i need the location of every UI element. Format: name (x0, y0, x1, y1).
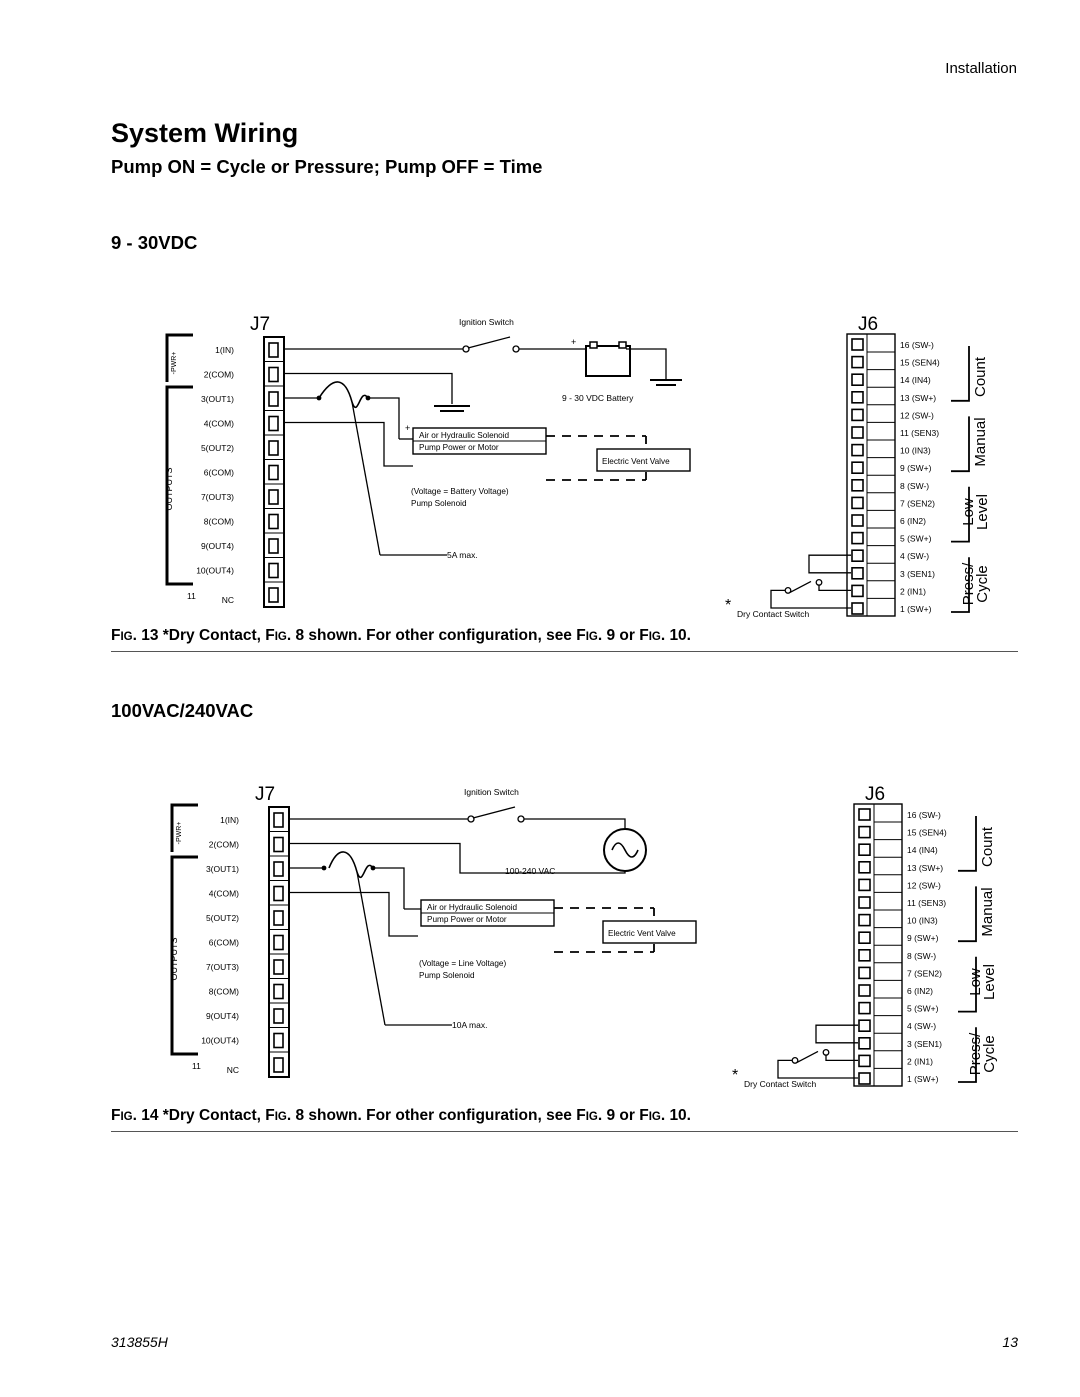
terminal-screw (269, 417, 278, 431)
vent-valve-label: Electric Vent Valve (602, 457, 670, 466)
wiring-diagram-svg (0, 770, 1080, 1095)
figure-caption-13: FIG. 13 *Dry Contact, FIG. 8 shown. For other configuration, see FIG. 9 or FIG. 10. (111, 627, 691, 644)
j6-terminal (852, 445, 863, 456)
terminal-screw (269, 515, 278, 529)
page-number: 13 (1002, 1334, 1018, 1350)
j7-pin-label: NC (226, 1065, 239, 1075)
dry-contact-wire (826, 1054, 858, 1060)
j6-terminal (859, 967, 870, 978)
terminal-screw (269, 588, 278, 602)
group-label-count: Count (979, 826, 996, 868)
j6-pin-label: 5 (SW+) (900, 533, 932, 544)
j6-pin-label: 12 (SW-) (900, 410, 934, 421)
switch-contact (463, 346, 469, 352)
j7-pin-label: 9(OUT4) (200, 541, 234, 551)
j7-pin-label: 7(OUT3) (200, 492, 234, 502)
battery-plus: + (571, 337, 577, 347)
page-title: System Wiring (111, 118, 299, 148)
voltage-note: Pump Solenoid (419, 971, 475, 980)
dry-contact-blade (790, 581, 811, 592)
wire-ac (524, 819, 625, 828)
j6-terminal (859, 827, 870, 838)
group-label-cycle: Cycle (981, 1035, 998, 1073)
dry-contact-label: Dry Contact Switch (744, 1079, 817, 1089)
j6-pin-label: 9 (SW+) (907, 933, 939, 944)
j6-terminal (859, 1020, 870, 1031)
section-label: Installation (945, 60, 1017, 77)
terminal-screw (269, 441, 278, 455)
wiring-diagram-svg (0, 300, 1080, 625)
group-bracket (958, 816, 976, 871)
dry-contact-pin (785, 588, 791, 594)
j6-terminal (859, 862, 870, 873)
j6-pin-label: 3 (SEN1) (907, 1038, 942, 1049)
group-label-manual: Manual (979, 887, 996, 937)
terminal-screw (269, 392, 278, 406)
j6-terminal (859, 879, 870, 890)
terminal-screw (269, 490, 278, 504)
j6-pin-label: 8 (SW-) (907, 950, 937, 961)
j7-pin-label: 5(OUT2) (205, 913, 239, 923)
j7-pin-label: NC (221, 595, 234, 605)
j6-pin-label: 4 (SW-) (900, 551, 930, 562)
group-bracket (951, 416, 969, 471)
wire-ac-return (289, 844, 625, 874)
terminal-screw (274, 1034, 283, 1048)
j6-pin-label: 6 (IN2) (900, 516, 926, 526)
j6-terminal (852, 480, 863, 491)
fuse-node (322, 866, 327, 871)
j6-terminal (852, 550, 863, 561)
j6-pin-label: 6 (IN2) (907, 986, 933, 996)
fuse-icon (319, 382, 368, 407)
page-subtitle: Pump ON = Cycle or Pressure; Pump OFF = Time (111, 156, 543, 177)
j6-terminal (852, 409, 863, 420)
j7-pin-label: 2(COM) (208, 839, 239, 850)
j6-pin-label: 15 (SEN4) (907, 827, 947, 838)
ignition-switch-label: Ignition Switch (464, 787, 519, 797)
group-label-level: Level (974, 494, 991, 530)
battery-terminal (619, 342, 626, 348)
j7-pin-label: 3(OUT1) (200, 394, 234, 404)
group-label-low: Low (967, 968, 984, 996)
fuse-leader (357, 872, 385, 1025)
group-bracket (958, 886, 976, 941)
j6-pin-label: 16 (SW-) (900, 340, 934, 350)
j6-pin-label: 4 (SW-) (907, 1021, 937, 1032)
j6-terminal (852, 374, 863, 385)
ignition-switch-blade (473, 807, 515, 818)
terminal-screw (274, 1058, 283, 1072)
battery (586, 346, 630, 376)
fuse-leader (352, 402, 380, 555)
j6-pin-label: 2 (IN1) (900, 586, 926, 597)
j6-pin-label: 11 (SEN3) (900, 428, 940, 438)
pwr-label: -PWR+ (171, 351, 178, 375)
vent-valve-label: Electric Vent Valve (608, 929, 676, 938)
terminal-screw (274, 813, 283, 827)
j6-terminal (859, 985, 870, 996)
ac-sine (612, 843, 638, 857)
solenoid-label: Air or Hydraulic Solenoid (419, 431, 510, 440)
switch-contact (518, 816, 524, 822)
document-number: 313855H (111, 1334, 168, 1350)
fuse-rating-label: 5A max. (447, 550, 478, 560)
j7-connector (269, 807, 289, 1077)
j6-terminal (852, 357, 863, 368)
voltage-note: Pump Solenoid (411, 499, 467, 508)
asterisk-marker: * (725, 597, 732, 614)
diagram-heading-ac: 100VAC/240VAC (111, 700, 254, 721)
dry-contact-pin (816, 580, 822, 586)
j7-pin-label: 9(OUT4) (205, 1011, 239, 1021)
terminal-screw (269, 539, 278, 553)
terminal-screw (274, 1009, 283, 1023)
terminal-screw (274, 960, 283, 974)
j6-pin-label: 8 (SW-) (900, 480, 930, 491)
j7-pin-label: 4(COM) (203, 418, 234, 429)
j6-terminal (859, 809, 870, 820)
j7-pin-label: 10(OUT4) (196, 565, 234, 576)
j6-pin-label: 15 (SEN4) (900, 357, 940, 368)
j6-terminal (852, 568, 863, 579)
j6-terminal (859, 950, 870, 961)
solenoid-label: Pump Power or Motor (427, 915, 507, 924)
voltage-note: (Voltage = Line Voltage) (419, 959, 507, 968)
j7-label: J7 (250, 314, 271, 335)
terminal-screw (274, 862, 283, 876)
j7-pin-label: 11 (192, 1061, 201, 1071)
j6-label: J6 (858, 314, 879, 335)
j6-pin-label: 3 (SEN1) (900, 568, 935, 579)
figure-caption-14: FIG. 14 *Dry Contact, FIG. 8 shown. For other configuration, see FIG. 9 or FIG. 10. (111, 1107, 691, 1124)
solenoid-label: Pump Power or Motor (419, 443, 499, 452)
j7-pin-label: 8(COM) (208, 986, 239, 997)
ignition-switch-blade (468, 337, 510, 348)
solenoid-plus: + (405, 423, 411, 433)
terminal-screw (269, 466, 278, 480)
group-label-manual: Manual (972, 417, 989, 467)
j7-pin-label: 6(COM) (203, 467, 234, 478)
group-label-level: Level (981, 964, 998, 1000)
terminal-screw (269, 368, 278, 382)
j6-pin-label: 5 (SW+) (907, 1003, 939, 1014)
j6-terminal (852, 585, 863, 596)
diagram-heading-dc: 9 - 30VDC (111, 232, 198, 253)
j6-terminal (859, 1038, 870, 1049)
group-label-count: Count (972, 356, 989, 398)
j6-pin-label: 9 (SW+) (900, 463, 932, 474)
j6-terminal (859, 1003, 870, 1014)
group-label-low: Low (960, 498, 977, 526)
j7-pin-label: 7(OUT3) (205, 962, 239, 972)
jumper-wire (816, 1025, 858, 1043)
dry-contact-pin (823, 1050, 829, 1056)
j6-pin-label: 14 (IN4) (907, 845, 938, 856)
j7-pin-label: 10(OUT4) (201, 1035, 239, 1046)
fuse-icon (329, 852, 373, 877)
j7-pin-label: 3(OUT1) (205, 864, 239, 874)
battery-terminal (590, 342, 597, 348)
wiring-diagram-ac (0, 770, 1080, 1095)
j6-pin-label: 10 (IN3) (900, 445, 931, 456)
terminal-screw (274, 911, 283, 925)
outputs-label: OUTPUTS (169, 937, 179, 981)
terminal-screw (274, 985, 283, 999)
outputs-label: OUTPUTS (164, 467, 174, 511)
j6-terminal (859, 844, 870, 855)
dry-contact-wire (778, 1060, 858, 1078)
j6-pin-label: 13 (SW+) (900, 392, 937, 403)
wiring-diagram-dc (0, 300, 1080, 625)
dry-contact-blade (797, 1051, 818, 1062)
terminal-screw (269, 564, 278, 578)
j6-terminal (852, 603, 863, 614)
j6-terminal (859, 1055, 870, 1066)
j6-pin-label: 7 (SEN2) (907, 968, 942, 979)
group-label-press: Press/ (960, 562, 977, 606)
voltage-note: (Voltage = Battery Voltage) (411, 487, 509, 496)
j6-terminal (852, 427, 863, 438)
j6-pin-label: 13 (SW+) (907, 862, 944, 873)
j7-pin-label: 8(COM) (203, 516, 234, 527)
terminal-screw (274, 936, 283, 950)
solenoid-label: Air or Hydraulic Solenoid (427, 903, 518, 912)
j6-pin-label: 7 (SEN2) (900, 498, 935, 509)
j6-terminal (859, 1073, 870, 1084)
j7-pin-label: 5(OUT2) (200, 443, 234, 453)
j6-terminal (852, 515, 863, 526)
caption-divider (111, 651, 1018, 652)
j7-pin-label: 11 (187, 591, 196, 601)
group-bracket (951, 346, 969, 401)
caption-divider (111, 1131, 1018, 1132)
j7-pin-label: 1(IN) (220, 815, 239, 825)
j6-terminal (859, 915, 870, 926)
j7-label: J7 (255, 784, 276, 805)
ignition-switch-label: Ignition Switch (459, 317, 514, 327)
group-label-cycle: Cycle (974, 565, 991, 603)
terminal-screw (274, 838, 283, 852)
dry-contact-wire (771, 590, 851, 608)
dry-contact-pin (792, 1058, 798, 1064)
j6-terminal (852, 462, 863, 473)
j6-pin-label: 16 (SW-) (907, 810, 941, 820)
j6-terminal (852, 497, 863, 508)
pwr-label: -PWR+ (176, 821, 183, 845)
j7-connector (264, 337, 284, 607)
switch-contact (513, 346, 519, 352)
terminal-screw (269, 343, 278, 357)
terminal-screw (274, 887, 283, 901)
battery-label: 9 - 30 VDC Battery (562, 393, 634, 403)
wire-solenoid-neg (284, 423, 413, 467)
wire-battery-ground (626, 349, 666, 380)
jumper-wire (809, 555, 851, 573)
j6-pin-label: 14 (IN4) (900, 375, 931, 386)
j6-pin-label: 12 (SW-) (907, 880, 941, 891)
j6-pin-label: 10 (IN3) (907, 915, 938, 926)
fuse-rating-label: 10A max. (452, 1020, 488, 1030)
j7-pin-label: 4(COM) (208, 888, 239, 899)
dry-contact-label: Dry Contact Switch (737, 609, 810, 619)
j6-terminal (859, 897, 870, 908)
wire-solenoid-neg (289, 893, 418, 937)
j6-terminal (859, 932, 870, 943)
j6-pin-label: 2 (IN1) (907, 1056, 933, 1067)
j6-pin-label: 1 (SW+) (900, 604, 932, 614)
asterisk-marker: * (732, 1067, 739, 1084)
j7-pin-label: 1(IN) (215, 345, 234, 355)
switch-contact (468, 816, 474, 822)
j7-pin-label: 2(COM) (203, 369, 234, 380)
j6-label: J6 (865, 784, 886, 805)
j6-pin-label: 11 (SEN3) (907, 898, 947, 908)
group-label-press: Press/ (967, 1032, 984, 1076)
j7-pin-label: 6(COM) (208, 937, 239, 948)
ac-source-label: 100-240 VAC (505, 866, 556, 876)
j6-terminal (852, 533, 863, 544)
j6-terminal (852, 392, 863, 403)
j6-pin-label: 1 (SW+) (907, 1074, 939, 1084)
j6-terminal (852, 339, 863, 350)
dry-contact-wire (819, 584, 851, 590)
